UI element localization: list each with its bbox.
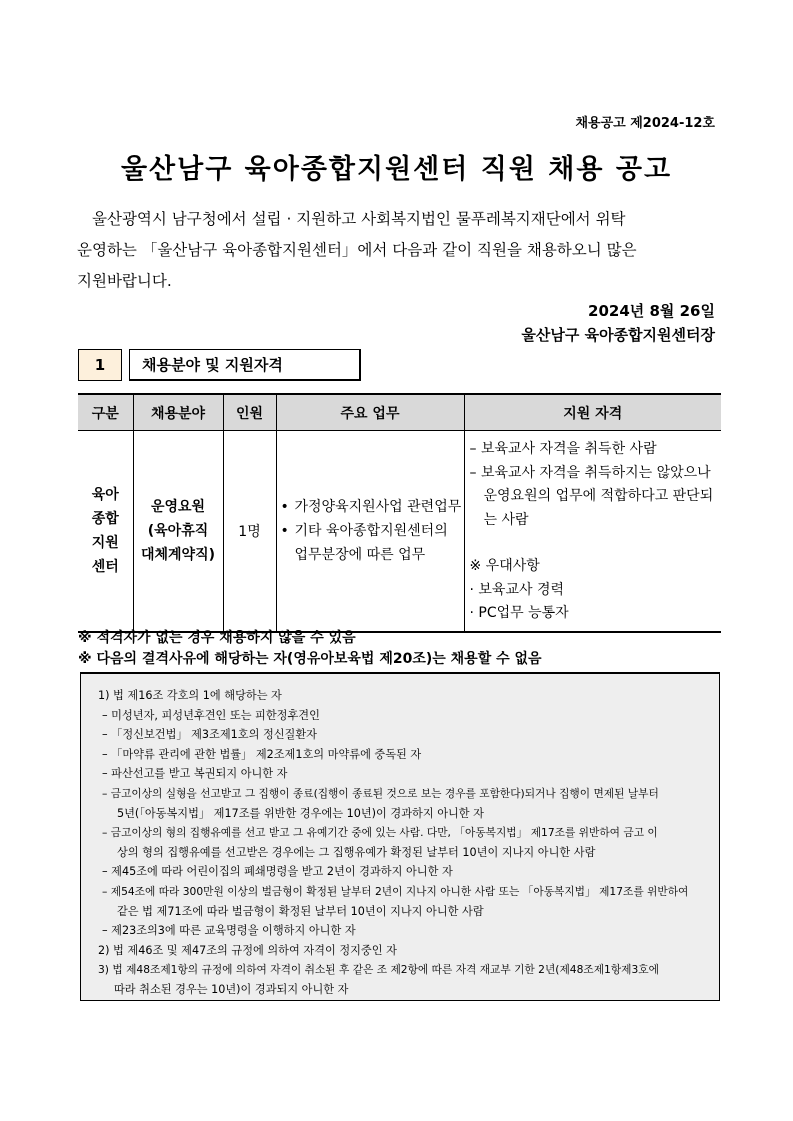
header-category: 구분 xyxy=(78,394,133,431)
field-line: (육아휴직 xyxy=(147,522,209,539)
disqualification-line: 따라 취소된 경우는 10년)이 경과되지 아니한 자 xyxy=(114,982,349,996)
disqualification-line: – 제23조의3에 따른 교육명령을 이행하지 아니한 자 xyxy=(102,924,356,938)
disqualification-line: – 제54조에 따라 300만원 이상의 벌금형이 확정된 날부터 2년이 지나지 아니한 사람 또는 「아동복지법」 제17조를 위반하여 xyxy=(102,884,689,898)
duty-item xyxy=(281,495,463,519)
count-cell: 1명 xyxy=(223,431,276,632)
qualifications-cell xyxy=(464,431,721,632)
field-line: 대체계약직) xyxy=(140,546,216,563)
category-cell xyxy=(78,431,133,632)
section-number: 1 xyxy=(78,349,122,381)
header-duties: 주요 업무 xyxy=(276,394,464,431)
category-line: 육아 xyxy=(91,486,119,503)
page-title: 울산남구 육아종합지원센터 직원 채용 공고 xyxy=(120,154,673,185)
field-cell xyxy=(133,431,223,632)
preference-title: ※ 우대사항 xyxy=(469,558,540,574)
category-line: 지원 xyxy=(91,534,119,551)
header-qualifications: 지원 자격 xyxy=(464,394,721,431)
section-title: 채용분야 및 지원자격 xyxy=(129,349,361,381)
preference-item: · PC업무 능통자 xyxy=(469,605,569,621)
intro-line: 울산광역시 남구청에서 설립 · 지원하고 사회복지법인 물푸레복지재단에서 위탁 xyxy=(92,210,626,228)
table-header-row xyxy=(78,394,721,431)
bullet-icon: • xyxy=(280,498,289,515)
duty-text xyxy=(295,519,448,567)
duty-text: 가정양육지원사업 관련업무 xyxy=(294,498,462,515)
disqualification-line: 같은 법 제71조에 따라 벌금형이 확정된 날부터 10년이 지나지 아니한 사람 xyxy=(117,904,484,918)
qualification-item-cont: 운영요원의 업무에 적합하다고 판단되 xyxy=(483,488,714,504)
recruitment-table xyxy=(78,393,721,633)
category-line: 센터 xyxy=(91,558,119,575)
preference-item: · 보육교사 경력 xyxy=(469,581,564,598)
disqualification-line: – 제45조에 따라 어린이집의 폐쇄명령을 받고 2년이 경과하지 아니한 자 xyxy=(102,865,453,879)
header-count: 인원 xyxy=(223,394,276,431)
issuer-name: 울산남구 육아종합지원센터장 xyxy=(521,326,715,344)
field-line: 운영요원 xyxy=(150,498,206,515)
disqualification-line: 2) 법 제46조 및 제47조의 규정에 의하여 자격이 정지중인 자 xyxy=(98,943,397,957)
disqualification-line: – 「정신보건법」 제3조제1호의 정신질환자 xyxy=(102,728,317,742)
disqualification-box xyxy=(80,672,720,1001)
disqualification-line: 3) 법 제48조제1항의 규정에 의하여 자격이 취소된 후 같은 조 제2항에 따른 자격 재교부 기한 2년(제48조제1항제3호에 xyxy=(98,963,659,977)
duty-text-line: 기타 육아종합지원센터의 xyxy=(294,522,448,539)
intro-line: 운영하는 「울산남구 육아종합지원센터」에서 다음과 같이 직원을 채용하오니 많은 xyxy=(77,241,637,259)
disqualification-line: – 금고이상의 형의 집행유예를 선고 받고 그 유예기간 중에 있는 사람. 다만, 「아동복지법」 제17조를 위반하여 금고 이 xyxy=(102,826,658,840)
qualifications-list xyxy=(466,432,721,630)
category-line: 종합 xyxy=(91,510,119,527)
qualification-item: – 보육교사 자격을 취득하지는 않았으나 xyxy=(469,464,711,481)
disqualification-line: – 금고이상의 실형을 선고받고 그 집행이 종료(집행이 종료된 것으로 보는 경우를 포함한다)되거나 집행이 면제된 날부터 xyxy=(102,786,659,800)
table-row xyxy=(78,431,721,632)
intro-paragraph xyxy=(77,204,717,297)
bullet-icon: • xyxy=(280,522,289,539)
disqualification-line: – 미성년자, 피성년후견인 또는 피한정후견인 xyxy=(102,708,320,722)
header-field: 채용분야 xyxy=(133,394,223,431)
disqualification-line: 상의 형의 집행유예를 선고받은 경우에는 그 집행유예가 확정된 날부터 10년이 지나지 아니한 사람 xyxy=(117,845,596,859)
disqualification-line: 5년(「아동복지법」 제17조를 위반한 경우에는 10년)이 경과하지 아니한 자 xyxy=(117,806,484,820)
note-disqualification: ※ 다음의 결격사유에 해당하는 자(영유아보육법 제20조)는 채용할 수 없음 xyxy=(78,651,542,667)
duty-text-line: 업무분장에 따른 업무 xyxy=(294,546,426,563)
notice-date: 2024년 8월 26일 xyxy=(588,302,715,320)
disqualification-line: – 파산선고를 받고 복권되지 아니한 자 xyxy=(102,767,288,781)
intro-line: 지원바랍니다. xyxy=(77,272,172,290)
qualification-item-cont: 는 사람 xyxy=(483,511,529,528)
notice-number: 채용공고 제2024-12호 xyxy=(575,116,715,131)
disqualification-line: – 「마약류 관리에 관한 법률」 제2조제1호의 마약류에 중독된 자 xyxy=(102,747,422,761)
note-no-qualified: ※ 적격자가 없는 경우 채용하지 않을 수 있음 xyxy=(78,630,356,646)
duty-item xyxy=(281,519,463,567)
duties-cell xyxy=(276,431,464,632)
disqualification-line: 1) 법 제16조 각호의 1에 해당하는 자 xyxy=(98,689,282,702)
qualification-item: – 보육교사 자격을 취득한 사람 xyxy=(469,441,657,457)
